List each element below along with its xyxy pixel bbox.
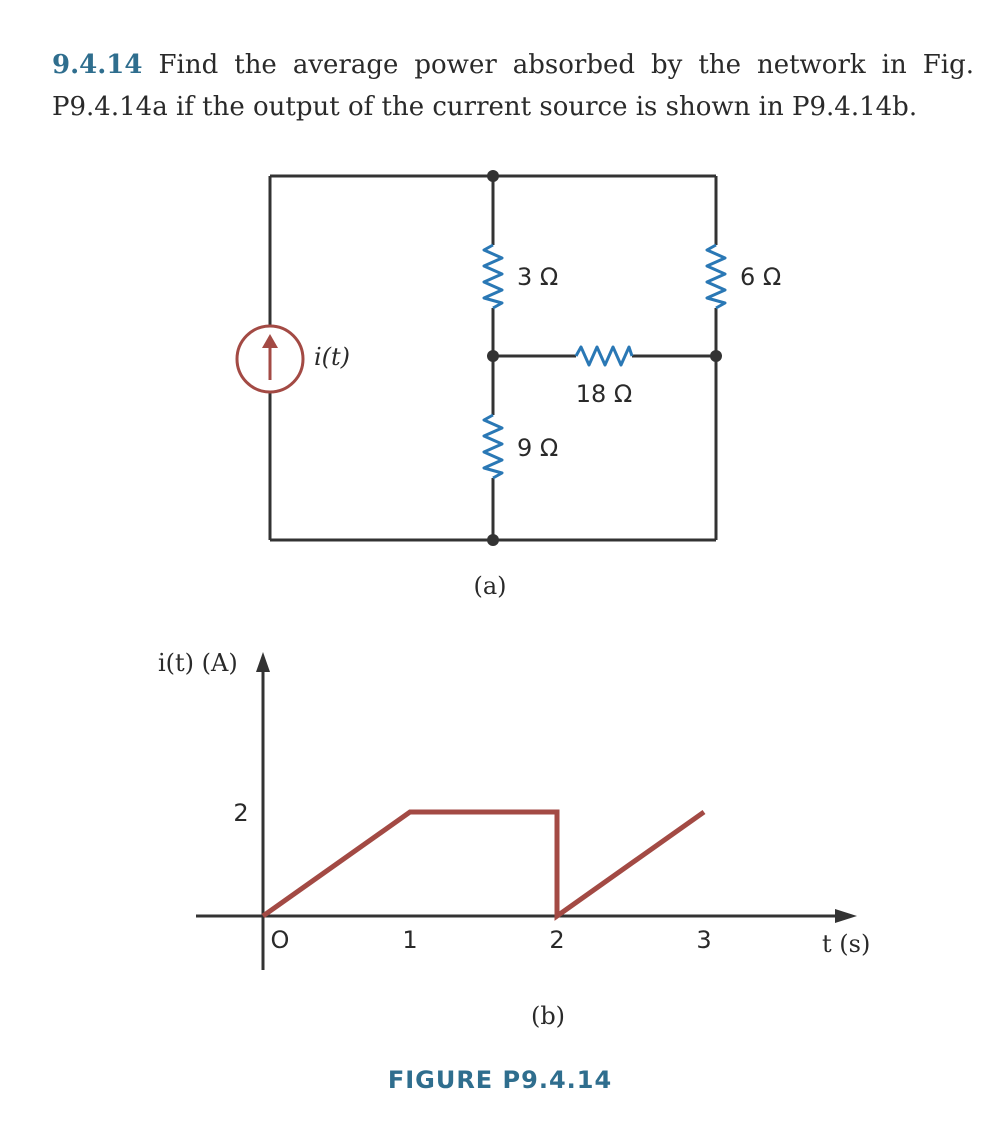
x-tick-label: 1 (402, 926, 418, 954)
resistor-3-label: 3 Ω (517, 263, 559, 291)
x-tick-label: 3 (696, 926, 712, 954)
current-source (237, 326, 303, 392)
resistor-6-ohm (707, 245, 725, 308)
resistor-18-ohm (576, 347, 632, 365)
y-axis-label: i(t) (A) (158, 649, 238, 677)
x-axis-label: t (s) (822, 930, 871, 958)
source-label: i(t) (314, 343, 351, 371)
node-top (487, 170, 499, 182)
node-middle-left (487, 350, 499, 362)
problem-text: Find the average power absorbed by the network in Fig. P9.4.14a if the output of the current source is shown in P9.4.14b. (52, 50, 974, 122)
resistor-18-label: 18 Ω (575, 380, 633, 408)
resistor-3-ohm (484, 245, 502, 308)
x-tick-label: 2 (549, 926, 565, 954)
waveform-chart (158, 649, 870, 1030)
resistor-6-label: 6 Ω (740, 263, 782, 291)
circuit-caption: (a) (473, 572, 507, 600)
problem-number: 9.4.14 (52, 50, 143, 80)
y-axis-arrow-icon (256, 652, 270, 672)
figure-caption: FIGURE P9.4.14 (387, 1066, 613, 1094)
x-tick-label: O (270, 926, 290, 954)
chart-caption: (b) (530, 1002, 566, 1030)
waveform-series-line (263, 812, 704, 916)
resistor-9-ohm (484, 415, 502, 478)
y-tick-label: 2 (233, 799, 249, 827)
node-middle-right (710, 350, 722, 362)
node-bottom (487, 534, 499, 546)
x-axis-arrow-icon (835, 909, 857, 923)
resistor-9-label: 9 Ω (517, 434, 559, 462)
